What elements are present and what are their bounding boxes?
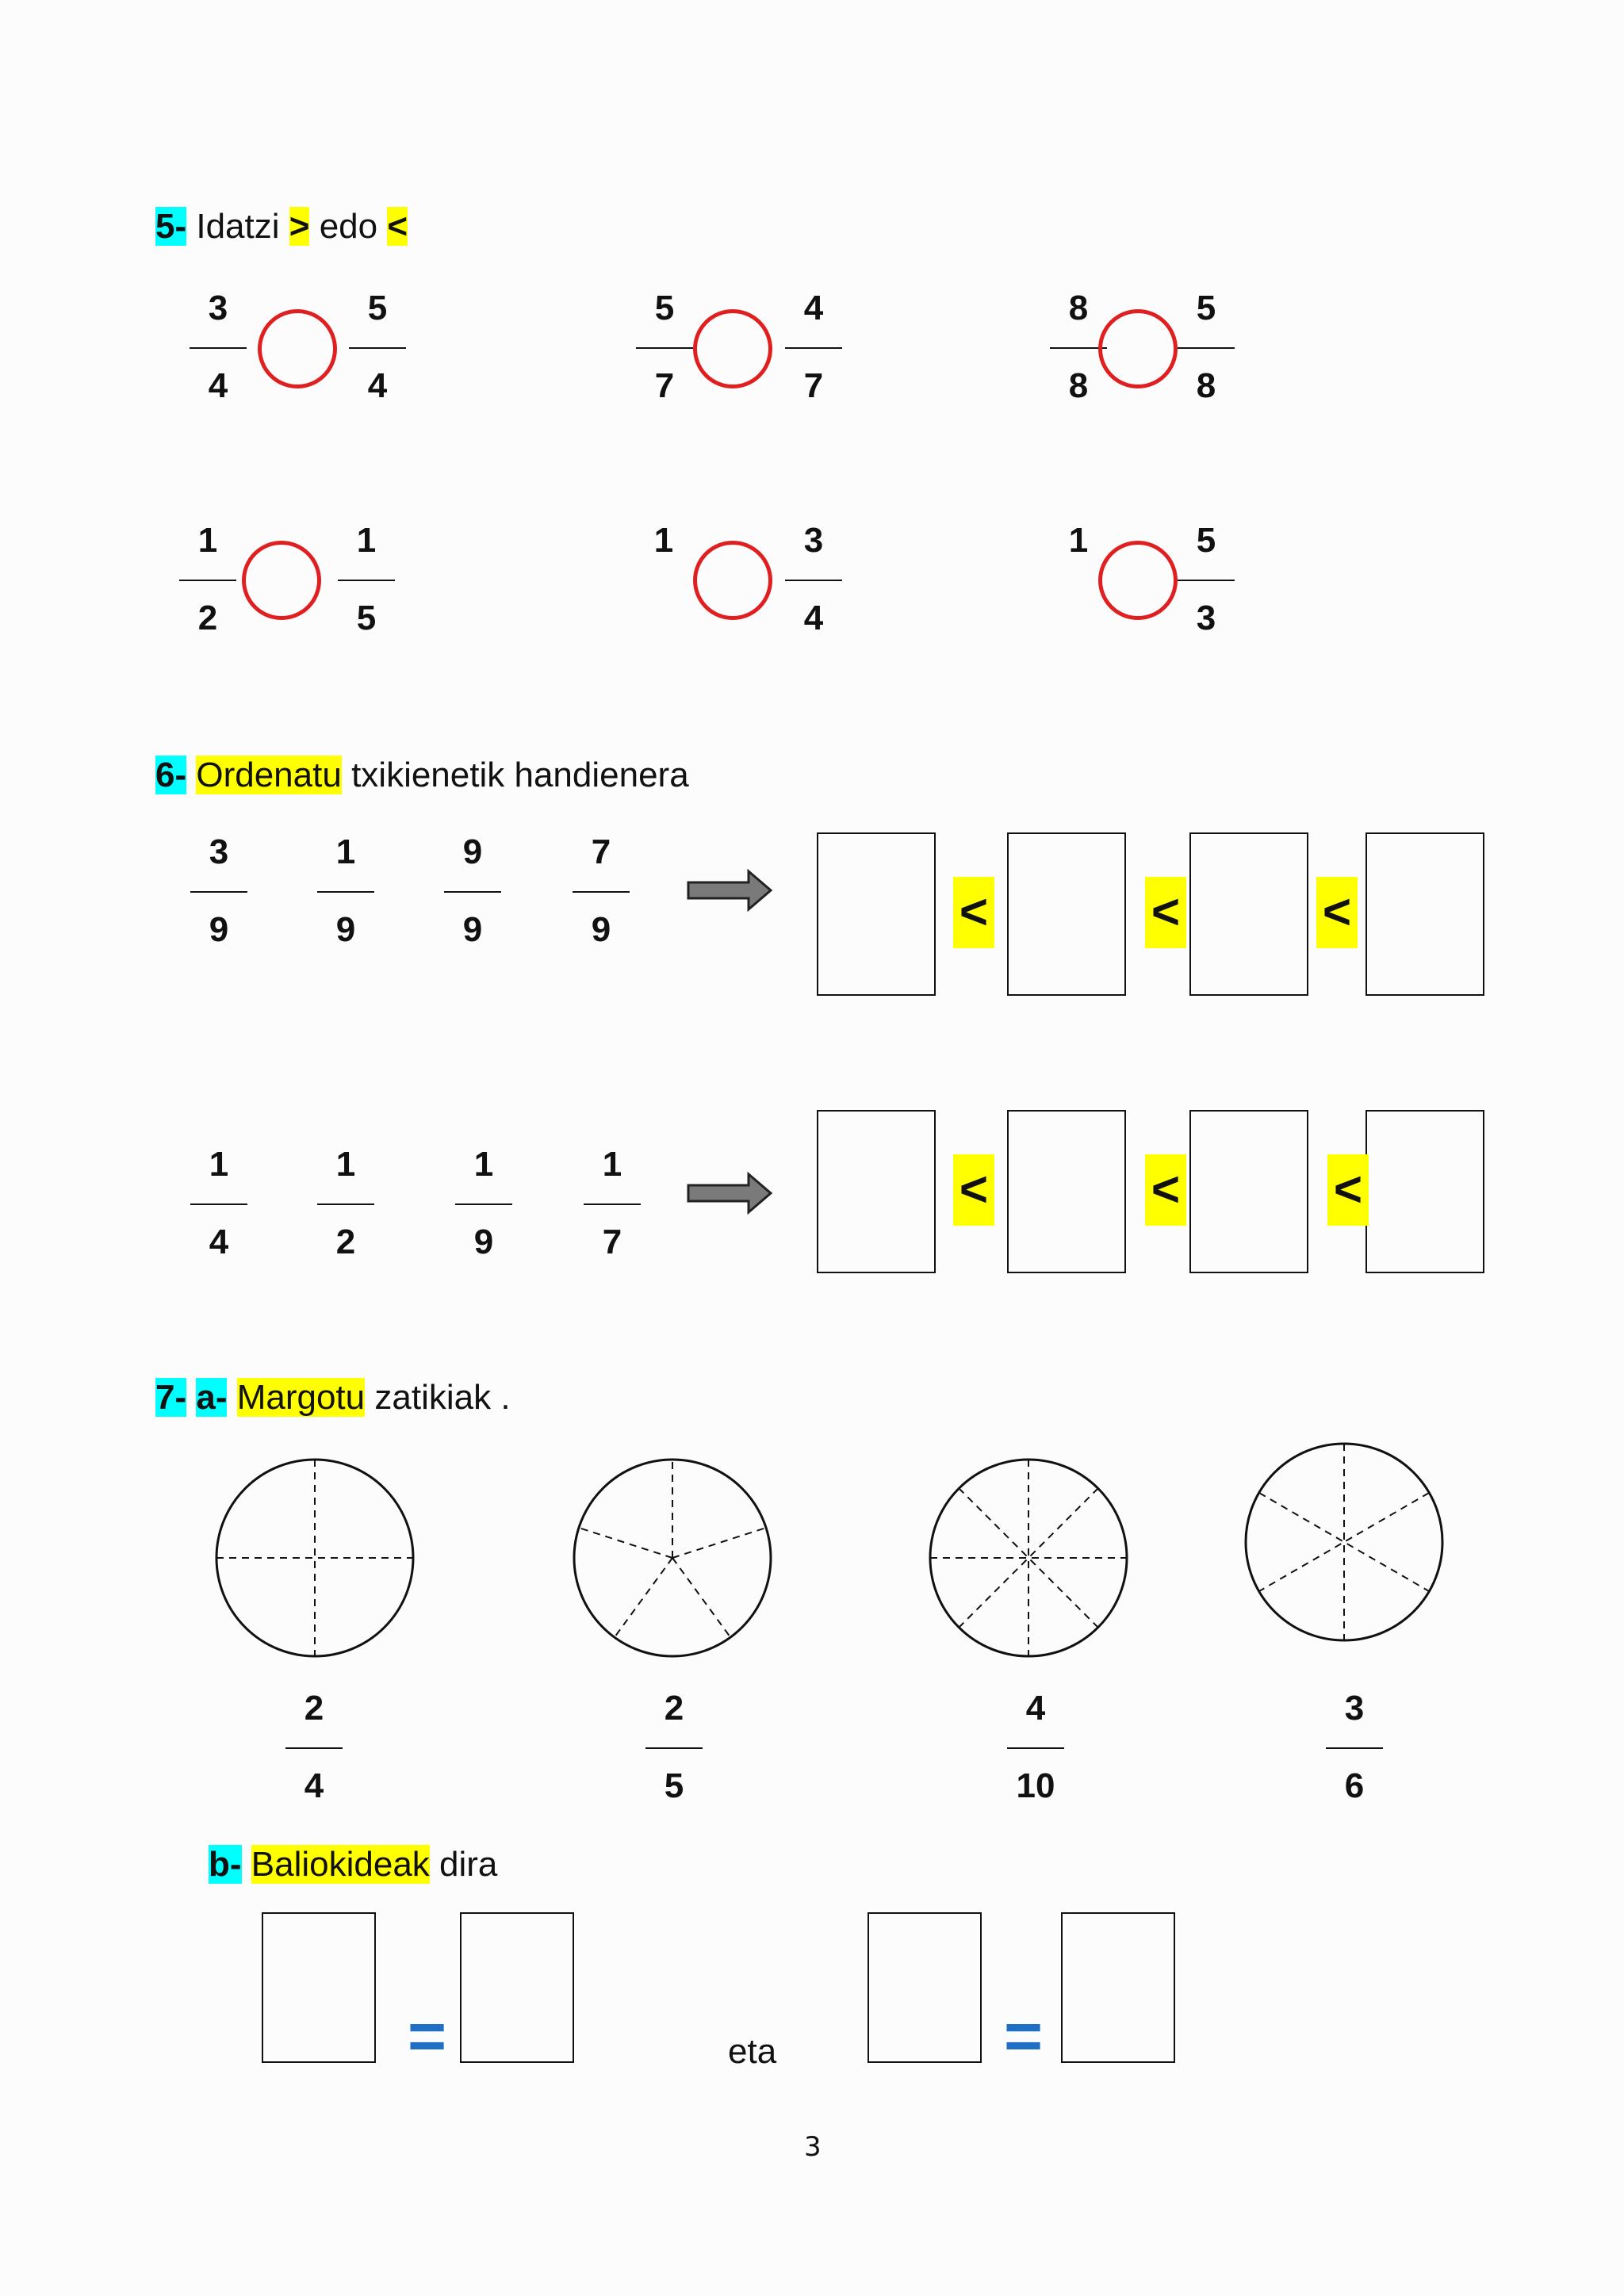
comparison-circle[interactable]	[693, 541, 772, 620]
fraction	[310, 832, 381, 949]
fraction-bar	[349, 347, 406, 349]
fraction	[183, 832, 255, 949]
exercise-6-verb: Ordenatu	[196, 756, 342, 794]
denominator: 9	[335, 910, 356, 949]
fraction	[342, 289, 413, 405]
part-b-label: b-	[209, 1845, 242, 1884]
fraction-bar	[190, 1203, 247, 1205]
fraction-bar	[455, 1203, 512, 1205]
fraction-bar	[1178, 580, 1235, 581]
exercise-7b-instruction: dira	[439, 1845, 498, 1884]
denominator: 4	[304, 1766, 324, 1805]
numerator: 3	[803, 521, 824, 560]
denominator: 9	[473, 1223, 494, 1261]
equals-sign: =	[1004, 1999, 1044, 2073]
denominator: 4	[367, 366, 388, 405]
exercise-7a-instruction: zatikiak .	[374, 1378, 511, 1417]
answer-box[interactable]	[817, 832, 936, 996]
fraction	[629, 289, 700, 405]
denominator: 7	[654, 366, 675, 405]
answer-box[interactable]	[1365, 832, 1484, 996]
exercise-5-heading	[155, 205, 408, 249]
answer-box[interactable]	[460, 1912, 574, 2063]
fraction	[576, 1145, 648, 1261]
denominator: 8	[1196, 366, 1216, 405]
denominator: 10	[1016, 1766, 1055, 1805]
fraction-bar	[645, 1747, 703, 1749]
less-than-sign: <	[1145, 877, 1186, 948]
denominator: 4	[208, 366, 228, 405]
equals-sign: =	[408, 1999, 447, 2073]
answer-box[interactable]	[1061, 1912, 1175, 2063]
denominator: 2	[197, 599, 218, 637]
numerator: 5	[1196, 521, 1216, 560]
numerator: 7	[591, 832, 611, 871]
fraction-bar	[179, 580, 236, 581]
fraction	[448, 1145, 519, 1261]
fraction	[1170, 289, 1242, 405]
less-than-sign: <	[953, 1154, 994, 1226]
numerator: 5	[1196, 289, 1216, 327]
denominator: 7	[803, 366, 824, 405]
denominator: 9	[462, 910, 483, 949]
numerator: 2	[664, 1689, 684, 1728]
arrow-right-icon	[687, 869, 774, 912]
fraction-bar	[1326, 1747, 1383, 1749]
fraction-bar	[338, 580, 395, 581]
numerator: 1	[356, 521, 377, 560]
numerator: 4	[803, 289, 824, 327]
or-word: edo	[319, 207, 378, 246]
answer-box[interactable]	[262, 1912, 376, 2063]
arrow-right-icon	[687, 1172, 774, 1215]
numerator: 1	[209, 1145, 229, 1184]
denominator: 4	[209, 1223, 229, 1261]
denominator: 4	[803, 599, 824, 637]
numerator: 3	[1344, 1689, 1365, 1728]
fraction	[331, 521, 402, 637]
answer-box[interactable]	[1189, 832, 1308, 996]
numerator: 3	[209, 832, 229, 871]
fraction-bar	[285, 1747, 343, 1749]
fraction-bar	[444, 891, 501, 893]
denominator: 3	[1196, 599, 1216, 637]
fraction	[278, 1689, 350, 1805]
denominator: 5	[356, 599, 377, 637]
less-than-sign: <	[1327, 1154, 1369, 1226]
fraction	[778, 289, 849, 405]
comparison-circle[interactable]	[1098, 541, 1178, 620]
part-a-label: a-	[196, 1378, 228, 1417]
whole-number: 1	[653, 521, 674, 560]
less-than-sign: <	[387, 207, 408, 246]
fraction-circle-sixths[interactable]	[1243, 1441, 1445, 1643]
fraction	[565, 832, 637, 949]
less-than-sign: <	[1145, 1154, 1186, 1226]
fraction-bar	[190, 891, 247, 893]
less-than-sign: <	[1316, 877, 1358, 948]
answer-box[interactable]	[817, 1110, 936, 1273]
denominator: 7	[602, 1223, 622, 1261]
answer-box[interactable]	[868, 1912, 982, 2063]
fraction	[1000, 1689, 1071, 1805]
answer-box[interactable]	[1365, 1110, 1484, 1273]
fraction	[183, 1145, 255, 1261]
fraction-circle-fifths[interactable]	[572, 1457, 773, 1659]
numerator: 3	[208, 289, 228, 327]
fraction-bar	[573, 891, 630, 893]
fraction-bar	[190, 347, 247, 349]
fraction	[1170, 521, 1242, 637]
exercise-6-instruction: txikienetik handienera	[351, 756, 689, 794]
fraction	[778, 521, 849, 637]
denominator: 6	[1344, 1766, 1365, 1805]
fraction	[638, 1689, 710, 1805]
fraction	[172, 521, 243, 637]
fraction-bar	[785, 347, 842, 349]
denominator: 5	[664, 1766, 684, 1805]
numerator: 9	[462, 832, 483, 871]
comparison-circle[interactable]	[693, 309, 772, 388]
equivalent-word: Baliokideak	[251, 1845, 430, 1884]
fraction	[1319, 1689, 1390, 1805]
denominator: 9	[591, 910, 611, 949]
fraction-bar	[317, 891, 374, 893]
fraction-circle-quarters[interactable]	[214, 1457, 416, 1659]
fraction-bar	[584, 1203, 641, 1205]
comparison-circle[interactable]	[1098, 309, 1178, 388]
numerator: 1	[602, 1145, 622, 1184]
numerator: 5	[367, 289, 388, 327]
denominator: 9	[209, 910, 229, 949]
exercise-7-number: 7-	[155, 1378, 187, 1417]
fraction-bar	[317, 1203, 374, 1205]
numerator: 5	[654, 289, 675, 327]
fraction	[437, 832, 508, 949]
fraction	[182, 289, 254, 405]
fraction	[310, 1145, 381, 1261]
comparison-circle[interactable]	[258, 309, 337, 388]
denominator: 2	[335, 1223, 356, 1261]
numerator: 1	[473, 1145, 494, 1184]
whole-number: 1	[1068, 521, 1089, 560]
numerator: 8	[1068, 289, 1089, 327]
fraction-circle-eighths[interactable]	[928, 1457, 1129, 1659]
answer-box[interactable]	[1189, 1110, 1308, 1273]
numerator: 4	[1025, 1689, 1046, 1728]
numerator: 1	[335, 1145, 356, 1184]
fraction-bar	[785, 580, 842, 581]
fraction-bar	[1007, 1747, 1064, 1749]
answer-box[interactable]	[1007, 832, 1126, 996]
comparison-circle[interactable]	[242, 541, 321, 620]
numerator: 1	[335, 832, 356, 871]
exercise-6-heading	[155, 753, 689, 798]
exercise-6-number: 6-	[155, 756, 187, 794]
fraction-bar	[636, 347, 693, 349]
exercise-7a-heading	[155, 1376, 511, 1420]
greater-than-sign: >	[289, 207, 310, 246]
less-than-sign: <	[953, 877, 994, 948]
exercise-5-number: 5-	[155, 207, 187, 246]
fraction-bar	[1178, 347, 1235, 349]
answer-box[interactable]	[1007, 1110, 1126, 1273]
and-word: eta	[728, 2032, 777, 2071]
denominator: 8	[1068, 366, 1089, 405]
exercise-7a-verb: Margotu	[236, 1378, 366, 1417]
page-number: 3	[804, 2131, 822, 2163]
exercise-7b-heading	[209, 1843, 497, 1887]
numerator: 1	[197, 521, 218, 560]
exercise-5-instruction: Idatzi	[196, 207, 280, 246]
numerator: 2	[304, 1689, 324, 1728]
